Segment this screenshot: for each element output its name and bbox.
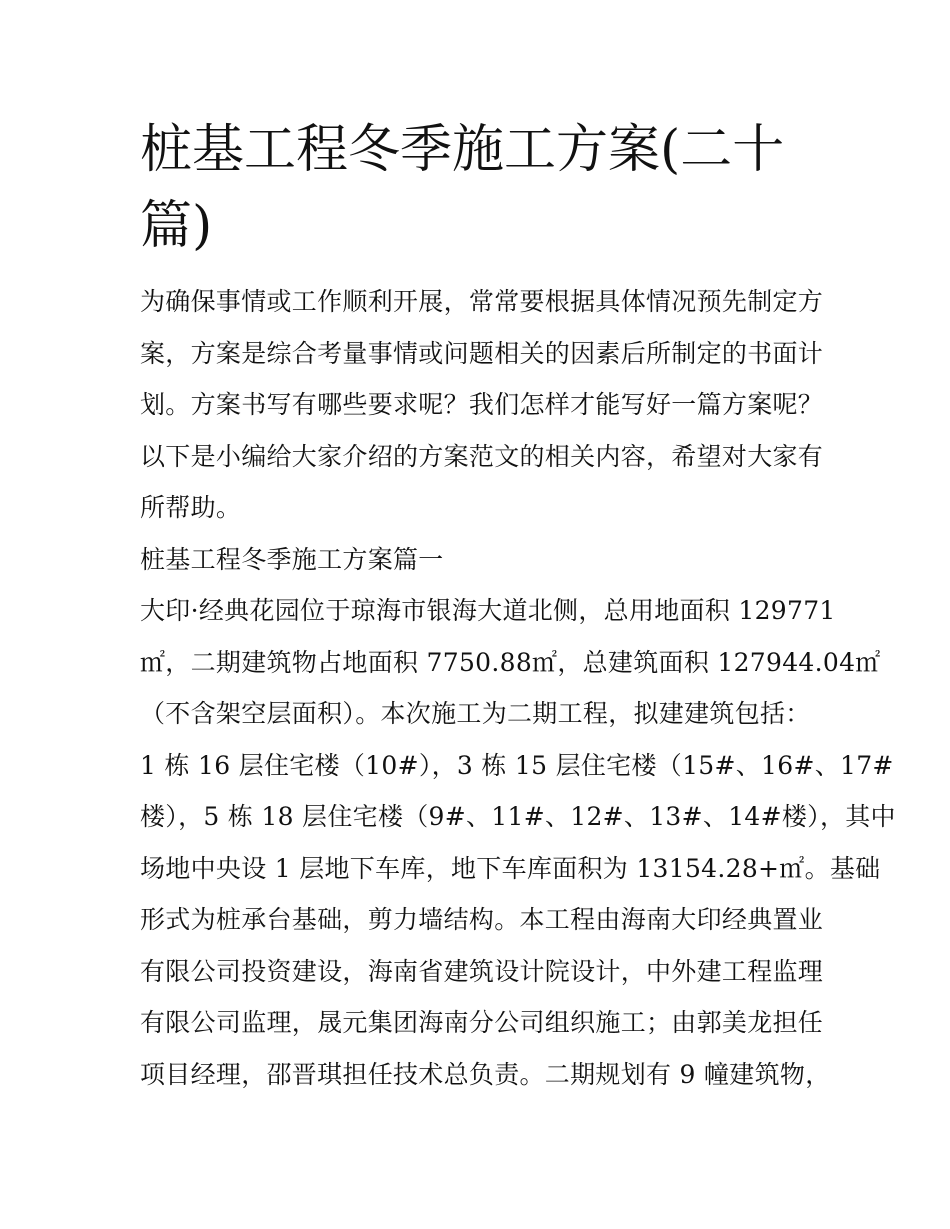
title-line: 篇) <box>140 196 213 256</box>
text-line: 形式为桩承台基础，剪力墙结构。本工程由海南大印经典置业 <box>140 905 824 934</box>
text-line: （不含架空层面积）。本次施工为二期工程，拟建建筑包括： <box>140 699 811 728</box>
text-line: 1 栋 16 层住宅楼（10#），3 栋 15 层住宅楼（15#、16#、17# <box>140 750 894 780</box>
text-line: 划。方案书写有哪些要求呢？我们怎样才能写好一篇方案呢？ <box>140 390 824 419</box>
text-line: 场地中央设 1 层地下车库，地下车库面积为 13154.28+㎡。基础 <box>140 853 881 883</box>
intro-paragraph <box>140 276 824 534</box>
title-line: 桩基工程冬季施工方案(二十 <box>140 120 785 180</box>
text-line: 为确保事情或工作顺利开展，常常要根据具体情况预先制定方 <box>140 287 824 316</box>
section-heading: 桩基工程冬季施工方案篇一 <box>140 544 444 574</box>
text-line: 有限公司投资建设，海南省建筑设计院设计，中外建工程监理 <box>140 956 824 986</box>
text-line: ㎡，二期建筑物占地面积 7750.88㎡，总建筑面积 127944.04㎡ <box>140 647 881 677</box>
text-line: 案，方案是综合考量事情或问题相关的因素后所制定的书面计 <box>140 338 824 368</box>
document-title <box>140 112 784 264</box>
text-line: 所帮助。 <box>140 493 242 522</box>
text-line: 大印·经典花园位于琼海市银海大道北侧，总用地面积 129771 <box>140 596 836 625</box>
text-line: 以下是小编给大家介绍的方案范文的相关内容，希望对大家有 <box>140 441 824 471</box>
section-paragraph <box>140 585 896 1100</box>
text-line: 项目经理，邵晋琪担任技术总负责。二期规划有 9 幢建筑物， <box>140 1059 831 1089</box>
text-line: 楼），5 栋 18 层住宅楼（9#、11#、12#、13#、14#楼），其中 <box>140 802 896 831</box>
text-line: 有限公司监理，晟元集团海南分公司组织施工；由郭美龙担任 <box>140 1008 824 1037</box>
document-body <box>140 276 896 1100</box>
